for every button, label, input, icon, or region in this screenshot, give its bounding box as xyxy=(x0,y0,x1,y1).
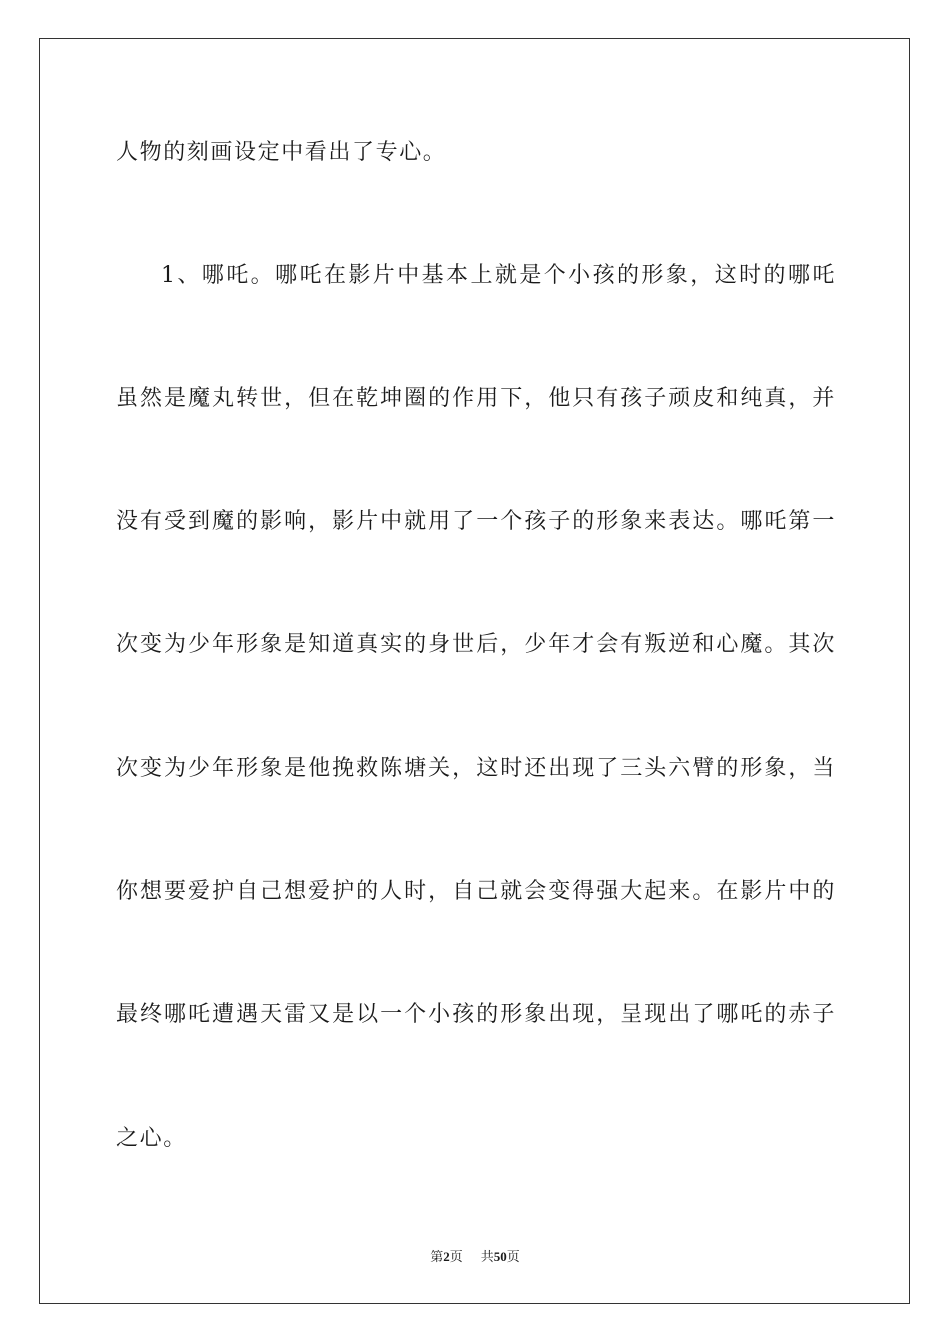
text-line-6: 次变为少年形象是他挽救陈塘关，这时还出现了三头六臂的形象，当 xyxy=(116,756,836,781)
text-line-5: 次变为少年形象是知道真实的身世后，少年才会有叛逆和心魔。其次 xyxy=(116,632,836,657)
total-prefix: 共 xyxy=(480,1250,494,1265)
page-frame xyxy=(39,38,910,1304)
text-line-2: 1、哪吒。哪吒在影片中基本上就是个小孩的形象，这时的哪吒 xyxy=(161,263,836,288)
text-line-9: 之心。 xyxy=(116,1126,187,1151)
page-number: 2 xyxy=(443,1249,450,1264)
page-footer xyxy=(0,1248,950,1267)
total-pages: 50 xyxy=(493,1249,507,1264)
text-line-8: 最终哪吒遭遇天雷又是以一个小孩的形象出现，呈现出了哪吒的赤子 xyxy=(116,1002,836,1027)
text-line-7: 你想要爱护自己想爱护的人时，自己就会变得强大起来。在影片中的 xyxy=(116,879,836,904)
page-prefix: 第 xyxy=(430,1250,444,1265)
text-line-4: 没有受到魔的影响，影片中就用了一个孩子的形象来表达。哪吒第一 xyxy=(116,509,836,534)
text-line-3: 虽然是魔丸转世，但在乾坤圈的作用下，他只有孩子顽皮和纯真，并 xyxy=(116,386,836,411)
total-suffix: 页 xyxy=(506,1250,520,1265)
page-suffix: 页 xyxy=(449,1250,463,1265)
text-line-1: 人物的刻画设定中看出了专心。 xyxy=(116,140,447,165)
